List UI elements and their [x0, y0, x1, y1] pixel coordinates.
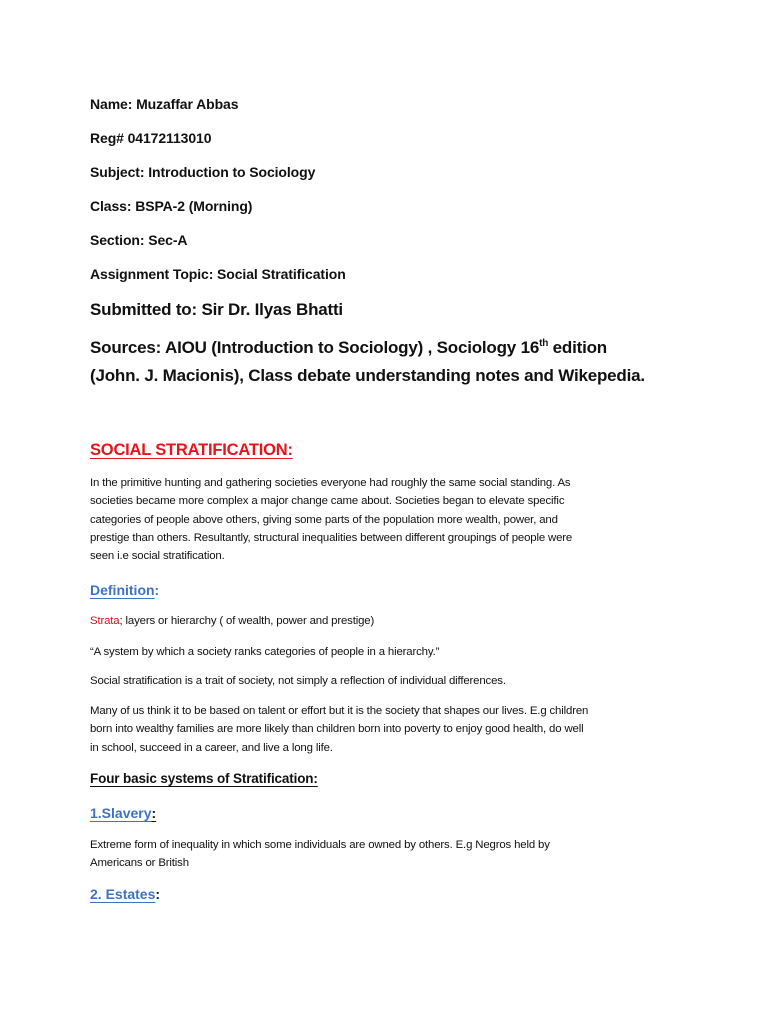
society-line: born into wealthy families are more likely than children born into poverty to enjoy good health, do well	[90, 723, 584, 736]
slavery-heading	[90, 805, 156, 821]
intro-line: In the primitive hunting and gathering societies everyone had roughly the same social standing. As	[90, 477, 571, 489]
submitted-to: Submitted to: Sir Dr. Ilyas Bhatti	[90, 300, 343, 319]
definition-quote: “A system by which a society ranks categories of people in a hierarchy.”	[90, 646, 440, 658]
intro-line: prestige than others. Resultantly, structural inequalities between different groupings of people were	[90, 531, 573, 544]
intro-paragraph	[90, 474, 572, 565]
strata-rest: ; layers or hierarchy ( of wealth, power and prestige)	[119, 615, 375, 627]
sources-edition: edition	[548, 338, 607, 357]
sources-text: Sources: AIOU (Introduction to Sociology) , Sociology 16	[90, 338, 540, 357]
student-name: Name: Muzaffar Abbas	[90, 96, 239, 112]
estates-heading-text: 2. Estates	[90, 886, 156, 902]
section-title: SOCIAL STRATIFICATION:	[90, 441, 293, 459]
sources-superscript: th	[539, 338, 549, 349]
society-line: in school, succeed in a career, and live a long life.	[90, 741, 333, 754]
intro-line: societies became more complex a major change came about. Societies began to elevate specific	[90, 495, 565, 508]
section-line: Section: Sec-A	[90, 232, 188, 248]
sources-line-2: (John. J. Macionis), Class debate understanding notes and Wikepedia.	[90, 366, 645, 385]
intro-line: categories of people above others, giving some parts of the population more wealth, power, and	[90, 513, 558, 526]
society-line: Many of us think it to be based on talent or effort but it is the society that shapes our lives. E.g children	[90, 705, 589, 717]
sources-line-1	[90, 338, 607, 358]
society-paragraph	[90, 702, 588, 757]
class-line: Class: BSPA-2 (Morning)	[90, 198, 253, 214]
slavery-line: Americans or British	[90, 857, 189, 870]
estates-colon: :	[155, 886, 161, 902]
estates-heading	[90, 886, 160, 902]
definition-heading-text: Definition	[90, 582, 155, 598]
slavery-heading-text: 1.Slavery	[90, 805, 152, 821]
slavery-line: Extreme form of inequality in which some individuals are owned by others. E.g Negros held by	[90, 839, 550, 851]
intro-line: seen i.e social stratification.	[90, 550, 225, 563]
assignment-topic: Assignment Topic: Social Stratification	[90, 266, 346, 282]
slavery-paragraph	[90, 836, 550, 873]
definition-heading	[90, 582, 159, 598]
definition-colon: :	[154, 582, 160, 598]
slavery-colon: :	[151, 805, 157, 821]
subject-line: Subject: Introduction to Sociology	[90, 164, 316, 180]
systems-heading: Four basic systems of Stratification:	[90, 771, 318, 786]
strata-line	[90, 615, 374, 627]
registration-number: Reg# 04172113010	[90, 130, 212, 146]
strata-word: Strata	[90, 615, 120, 627]
trait-line: Social stratification is a trait of society, not simply a reflection of individual differences.	[90, 675, 506, 687]
